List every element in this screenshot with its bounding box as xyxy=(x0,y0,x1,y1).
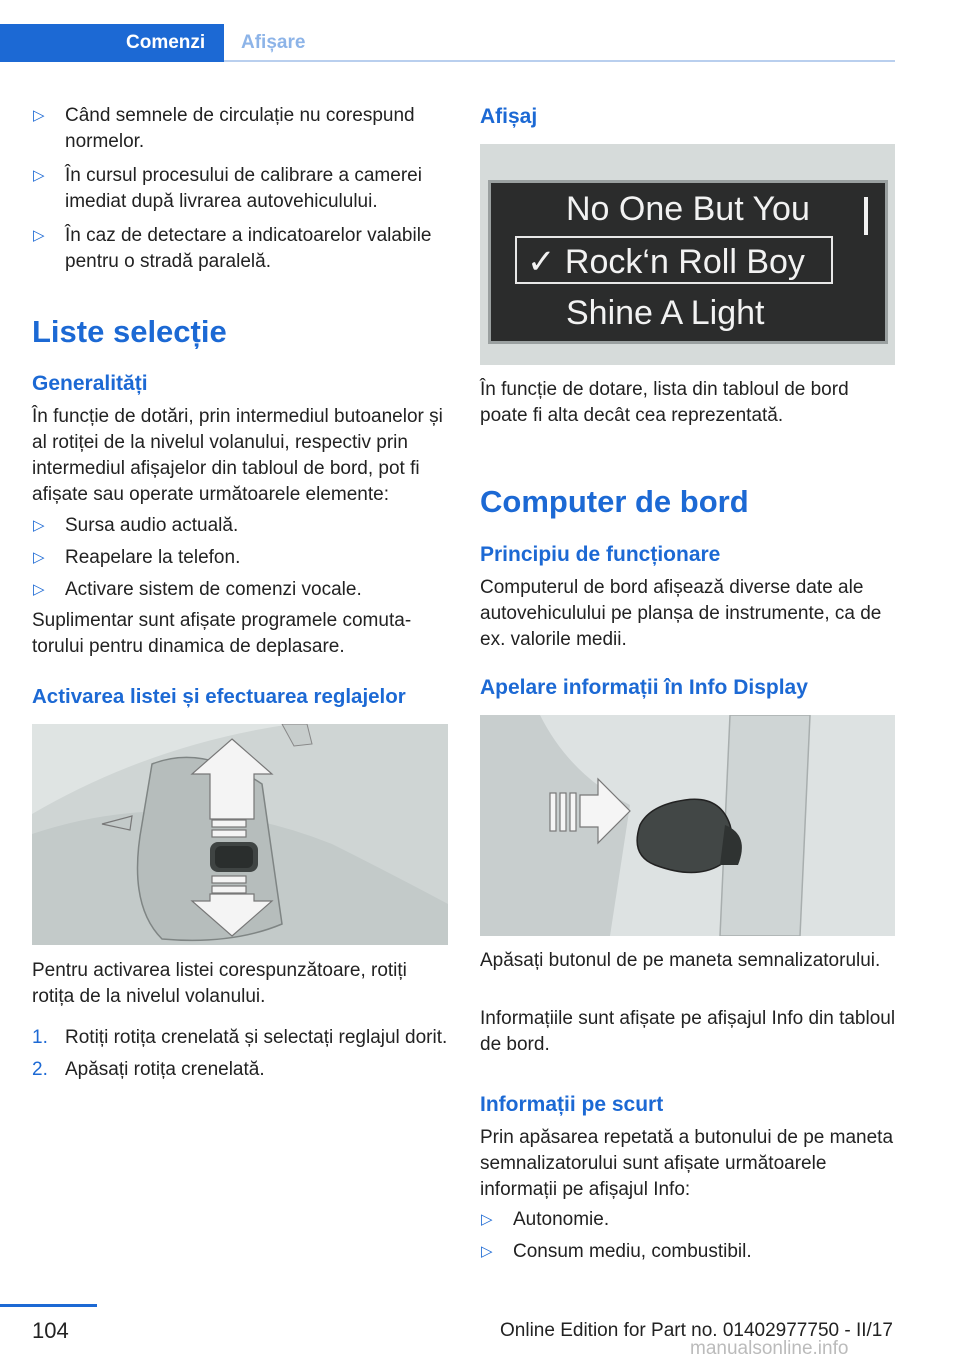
section-title-liste: Liste selecție xyxy=(32,314,227,349)
page-number: 104 xyxy=(32,1318,69,1343)
triangle-right-icon: ▷ xyxy=(481,1211,493,1228)
list-item: ▷ În cursul procesului de calibrare a camerei imediat după livrarea autovehiculului. xyxy=(33,165,422,212)
list-item: 2. Apăsați rotița crenelată. xyxy=(32,1057,448,1083)
display-screen xyxy=(488,180,888,344)
triangle-right-icon: ▷ xyxy=(481,1243,493,1260)
display-item-selected: ✓ Rock‘n Roll Boy xyxy=(527,243,805,281)
list-item: ▷ Activare sistem de comenzi vocale. xyxy=(32,577,448,603)
triangle-right-icon: ▷ xyxy=(33,549,45,566)
tab-comenzi[interactable]: Comenzi xyxy=(0,24,224,62)
tab-underline xyxy=(224,60,895,62)
step-number: 1. xyxy=(32,1027,48,1048)
step-number: 2. xyxy=(32,1059,48,1080)
paragraph-generalitati: În funcție de dotări, prin intermediul butoanelor și al rotiței de la nivelul volanului, respectiv prin intermediul afișajelor din tabloul de bord, pot fi afișate sau operate următoarele elemente: xyxy=(32,406,443,505)
right-bullets-scurt xyxy=(480,1207,896,1265)
edition-label: Online Edition for Part no. 01402977750 - II/17 xyxy=(500,1320,893,1341)
list-item: ▷ Reapelare la telefon. xyxy=(32,545,448,571)
turn-signal-figure xyxy=(480,715,895,936)
triangle-right-icon: ▷ xyxy=(33,581,45,598)
chapter-tabs xyxy=(0,24,895,62)
left-bullets-general xyxy=(32,513,448,603)
list-item: 1. Rotiți rotița crenelată și selectați reglajul dorit. xyxy=(32,1025,448,1051)
paragraph-apelare-1: Apăsați butonul de pe maneta semnalizatorului. xyxy=(480,950,881,971)
triangle-right-icon: ▷ xyxy=(33,107,45,124)
triangle-right-icon: ▷ xyxy=(33,167,45,184)
footer-rule xyxy=(0,1304,97,1307)
paragraph-principiu: Computerul de bord afișează diverse date ale autovehiculului pe planșa de instrumente, ca de ex. valorile medii. xyxy=(480,577,882,650)
triangle-right-icon: ▷ xyxy=(33,517,45,534)
paragraph-apelare-2: Informațiile sunt afișate pe afișajul Info din tabloul de bord. xyxy=(480,1008,896,1055)
list-item: ▷ Consum mediu, combustibil. xyxy=(480,1239,896,1265)
display-item: Shine A Light xyxy=(566,294,765,332)
steps-list xyxy=(32,1025,448,1083)
paragraph-suplimentar: Suplimentar sunt afișate programele comutatorului pentru dinamica de deplasare. xyxy=(32,610,412,657)
subsection-title-principiu: Principiu de funcționare xyxy=(480,543,721,566)
watermark: manualsonline.info xyxy=(690,1338,849,1359)
subsection-title-generalitati: Generalități xyxy=(32,372,148,395)
tab-afisare[interactable]: Afișare xyxy=(241,32,306,53)
paragraph-activare: Pentru activarea listei corespunzătoare, rotiți rotița de la nivelul volanului. xyxy=(32,960,407,1007)
subsection-title-scurt: Informații pe scurt xyxy=(480,1093,664,1116)
turn-signal-illustration xyxy=(480,715,895,936)
subsection-title-afisaj: Afișaj xyxy=(480,105,538,128)
triangle-right-icon: ▷ xyxy=(33,227,45,244)
left-bullets-top xyxy=(32,103,448,275)
paragraph-afisaj: În funcție de dotare, lista din tabloul de bord poate fi alta decât cea reprezentată. xyxy=(480,379,849,426)
display-item: No One But You xyxy=(566,190,810,228)
steering-wheel-figure xyxy=(32,724,448,945)
list-item: ▷ În caz de detectare a indicatoarelor valabile pentru o stradă paralelă. xyxy=(33,225,432,272)
subsection-title-apelare: Apelare informații în Info Display xyxy=(480,676,808,699)
display-figure xyxy=(480,144,895,365)
steering-wheel-illustration xyxy=(32,724,448,945)
subsection-title-activare: Activarea listei și efectuarea reglajelor xyxy=(32,685,406,708)
section-title-computer: Computer de bord xyxy=(480,484,749,519)
list-item: ▷ Autonomie. xyxy=(480,1207,896,1233)
display-scrollbar xyxy=(864,197,868,235)
list-item: ▷ Când semnele de circulație nu corespund normelor. xyxy=(33,105,415,152)
paragraph-scurt: Prin apăsarea repetată a butonului de pe maneta semnalizatorului sunt afișate următoarele informații pe afișajul Info: xyxy=(480,1127,894,1200)
list-item: ▷ Sursa audio actuală. xyxy=(32,513,448,539)
